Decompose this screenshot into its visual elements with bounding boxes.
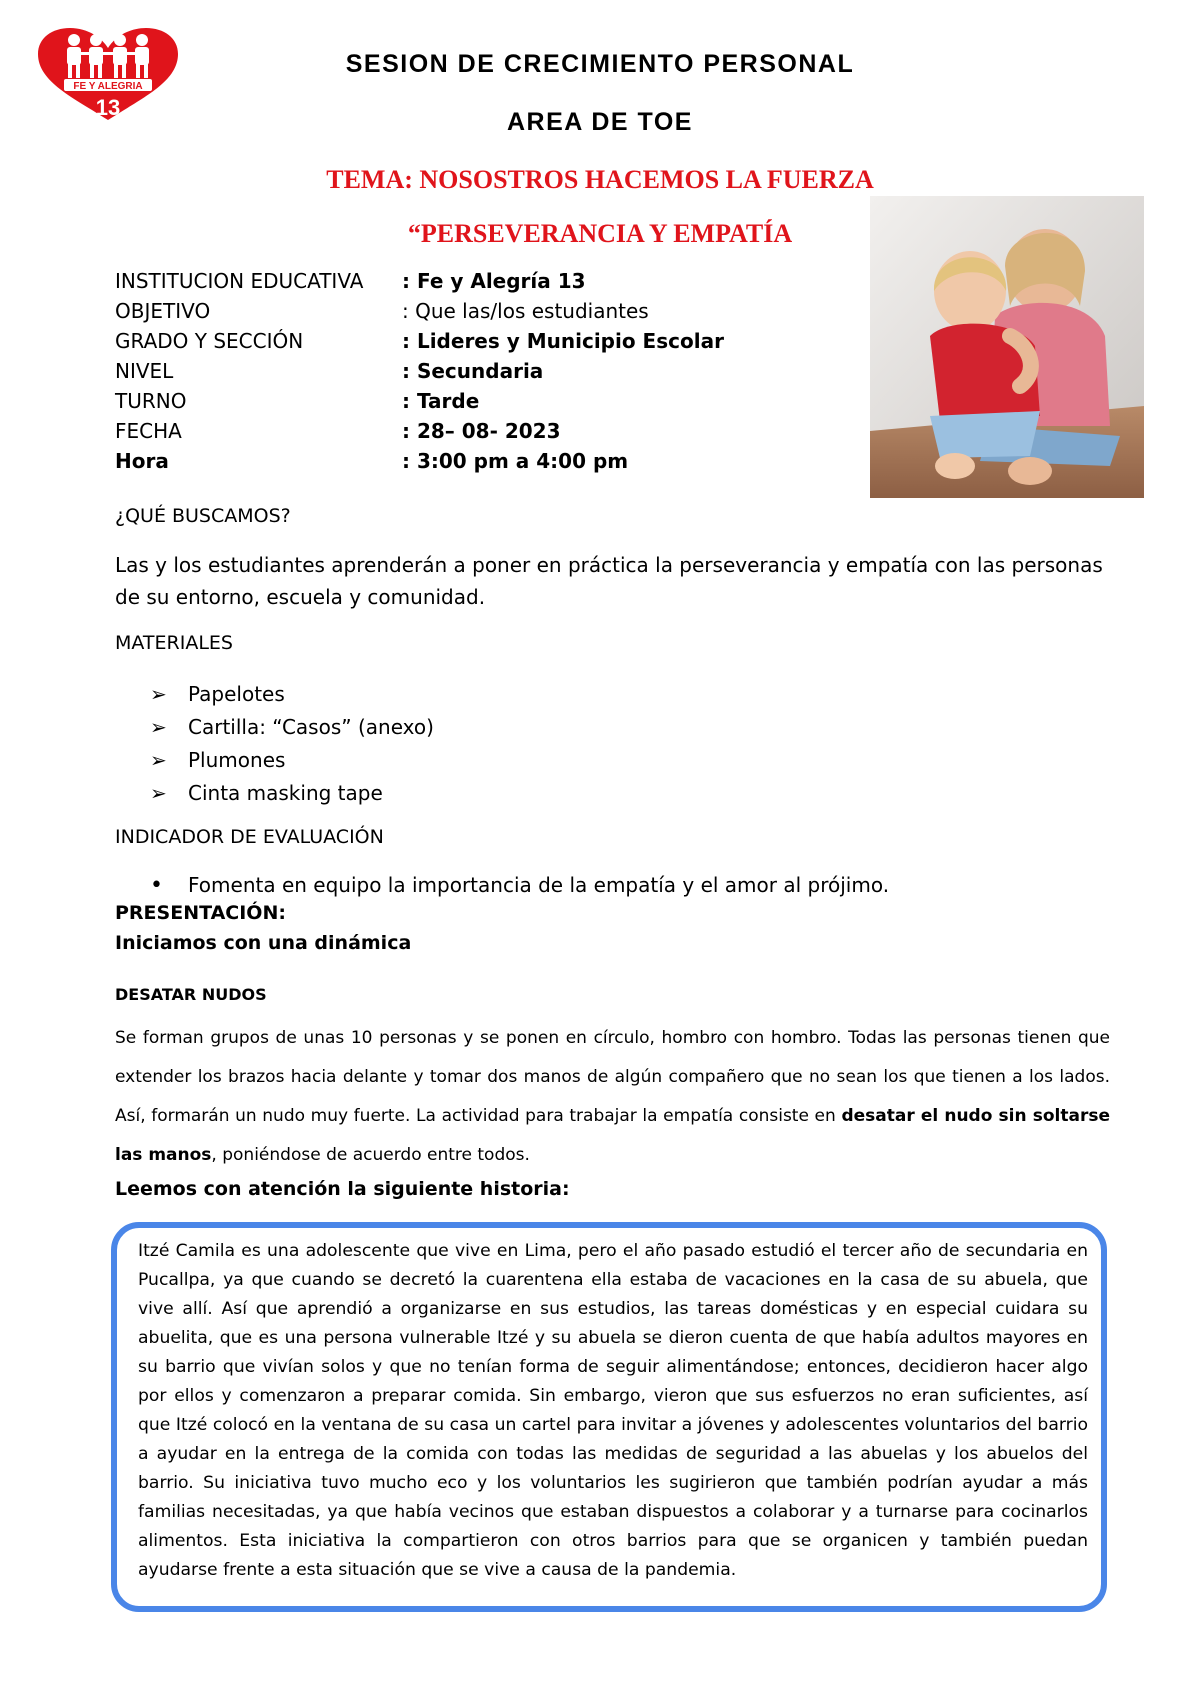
- subtema-title: “PERSEVERANCIA Y EMPATÍA: [407, 219, 793, 248]
- info-value: : 28– 08- 2023: [402, 419, 561, 443]
- arrow-bullet-icon: ➢: [150, 682, 167, 706]
- info-label: GRADO Y SECCIÓN: [115, 329, 304, 353]
- info-value: : Tarde: [402, 389, 480, 413]
- info-label: TURNO: [115, 389, 187, 413]
- dinamica-text-bold: desatar el nudo sin soltarse las manos: [115, 1106, 1110, 1165]
- historia-heading: Leemos con atención la siguiente historia:: [115, 1178, 570, 1200]
- info-row: [115, 446, 724, 476]
- que-buscamos-heading: ¿QUÉ BUSCAMOS?: [115, 505, 291, 527]
- page-title: SESION DE CRECIMIENTO PERSONAL: [345, 50, 855, 78]
- arrow-bullet-icon: ➢: [150, 781, 167, 805]
- info-value: : 3:00 pm a 4:00 pm: [402, 449, 629, 473]
- presentacion-sub: Iniciamos con una dinámica: [115, 932, 412, 954]
- info-value: : Fe y Alegría 13: [402, 269, 586, 293]
- info-row: [115, 326, 724, 356]
- list-item: [150, 744, 434, 777]
- info-label: INSTITUCION EDUCATIVA: [115, 269, 364, 293]
- dinamica-text-b: , poniéndose de acuerdo entre todos.: [211, 1145, 530, 1165]
- info-row: [115, 356, 724, 386]
- dinamica-text: [115, 1019, 1110, 1175]
- session-info: [115, 266, 724, 476]
- presentacion-heading: PRESENTACIÓN:: [115, 902, 286, 924]
- logo-text: FE Y ALEGRIA: [73, 81, 143, 92]
- dinamica-text-a: Se forman grupos de unas 10 personas y se ponen en círculo, hombro con hombro. Todas las personas tienen que extender los brazos hacia delante y tomar dos manos de algún compañero que no sean los que tienen a los lados. Así, formarán un nudo muy fuerte. La actividad para trabajar la empatía consiste en: [115, 1028, 1110, 1126]
- material-label: Papelotes: [188, 682, 285, 706]
- info-label: NIVEL: [115, 359, 174, 383]
- material-label: Plumones: [188, 748, 286, 772]
- list-item: [150, 777, 434, 810]
- children-hugging-photo: [870, 196, 1144, 498]
- info-value: : Que las/los estudiantes: [402, 299, 649, 323]
- info-value: : Lideres y Municipio Escolar: [402, 329, 724, 353]
- info-row: [115, 296, 724, 326]
- logo-number: 13: [95, 95, 121, 120]
- que-buscamos-text: Las y los estudiantes aprenderán a poner en práctica la perseverancia y empatía con las personas de su entorno, escuela y comunidad.: [115, 553, 1103, 609]
- info-label: OBJETIVO: [115, 299, 211, 323]
- info-label: FECHA: [115, 419, 182, 443]
- indicador-text: Fomenta en equipo la importancia de la empatía y el amor al prójimo.: [188, 873, 890, 897]
- list-item: [150, 678, 434, 711]
- arrow-bullet-icon: ➢: [150, 715, 167, 739]
- info-row: [115, 416, 724, 446]
- materiales-heading: MATERIALES: [115, 632, 233, 654]
- info-row: [115, 386, 724, 416]
- info-row: [115, 266, 724, 296]
- info-value: : Secundaria: [402, 359, 544, 383]
- info-label: Hora: [115, 449, 169, 473]
- bullet-dot-icon: •: [150, 873, 163, 898]
- list-item: [150, 711, 434, 744]
- material-label: Cartilla: “Casos” (anexo): [188, 715, 434, 739]
- arrow-bullet-icon: ➢: [150, 748, 167, 772]
- indicador-item: [150, 873, 889, 898]
- indicador-heading: INDICADOR DE EVALUACIÓN: [115, 826, 384, 848]
- materiales-list: [150, 678, 434, 810]
- dinamica-heading: DESATAR NUDOS: [115, 985, 267, 1004]
- tema-title: TEMA: NOSOSTROS HACEMOS LA FUERZA: [326, 165, 874, 194]
- story-text: Itzé Camila es una adolescente que vive en Lima, pero el año pasado estudió el tercer año de secundaria en Pucallpa, ya que cuando se decretó la cuarentena ella estaba de vacaciones en la casa de su abuela, que vive allí. Así que aprendió a organizarse en sus estudios, las tareas domésticas y en especial cuidara su abuelita, que es una persona vulnerable Itzé y su abuela se dieron cuenta de que había adultos mayores en su barrio que vivían solos y que no tenían forma de seguir alimentándose; entonces, decidieron hacer algo por ellos y comenzaron a preparar comida. Sin embargo, vieron que sus esfuerzos no eran suficientes, así que Itzé colocó en la ventana de su casa un cartel para invitar a jóvenes y adolescentes voluntarios del barrio a ayudar en la entrega de la comida con todas las medidas de seguridad a las abuelas y los abuelos del barrio. Su iniciativa tuvo mucho eco y los voluntarios les sugirieron que también podrían ayudar a más familias necesitadas, ya que había vecinos que estaban dispuestos a colaborar y a turnarse para cocinarlos alimentos. Esta iniciativa la compartieron con otros barrios para que se organicen y también puedan ayudarse frente a esta situación que se vive a causa de la pandemia.: [138, 1241, 1088, 1580]
- material-label: Cinta masking tape: [188, 781, 383, 805]
- area-title: AREA DE TOE: [507, 108, 693, 136]
